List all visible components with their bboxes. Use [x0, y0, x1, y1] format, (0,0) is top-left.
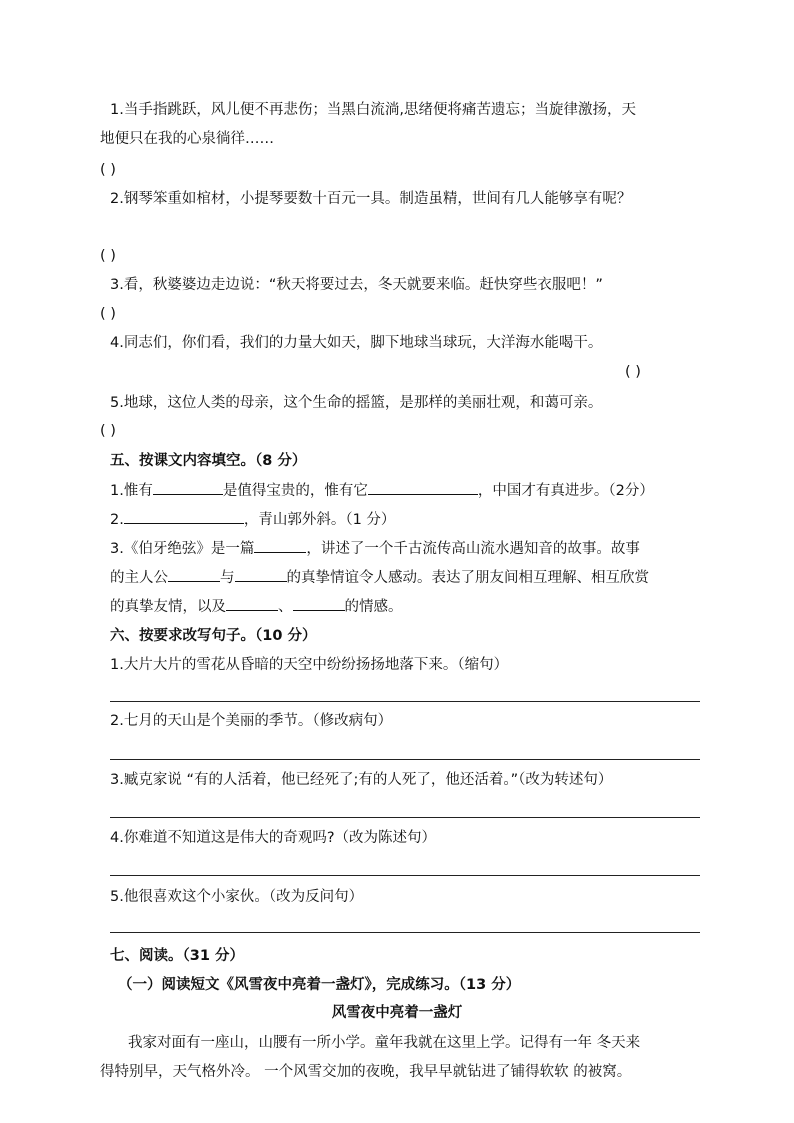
- q5-3-line2: [110, 567, 649, 588]
- passage-line-1: 我家对面有一座山，山腰有一所小学。童年我就在这里上学。记得有一年 冬天来: [128, 1035, 641, 1051]
- q5-3-text-g: 、: [278, 599, 293, 615]
- answer-paren-5[interactable]: ( ): [100, 423, 116, 439]
- q5-3-text-b: ，讲述了一个千古流传高山流水遇知音的故事。故事: [306, 541, 640, 557]
- q4-4: 4.同志们，你们看，我们的力量大如天，脚下地球当球玩，大洋海水能喝干。: [110, 335, 603, 351]
- q5-2-text-b: ，青山郭外斜。（1 分）: [243, 512, 396, 528]
- q5-3-text-f: 的真挚友情，以及: [110, 599, 226, 615]
- q5-2: [110, 509, 395, 530]
- q5-1-text-b: 是值得宝贵的，惟有它: [222, 483, 368, 499]
- section6-heading: 六、按要求改写句子。（10 分）: [110, 628, 317, 644]
- q5-3-text-c: 的主人公: [110, 570, 168, 586]
- answer-paren-3[interactable]: ( ): [100, 306, 116, 322]
- fill-blank[interactable]: [235, 567, 287, 582]
- q5-1-text-a: 1.惟有: [110, 483, 153, 499]
- q5-3-text-a: 3.《伯牙绝弦》是一篇: [110, 541, 255, 557]
- answer-line-1[interactable]: [110, 701, 700, 702]
- q4-1-line2: 地便只在我的心泉徜徉……: [100, 131, 274, 147]
- fill-blank[interactable]: [368, 480, 478, 495]
- q6-2: 2.七月的天山是个美丽的季节。（修改病句）: [110, 713, 393, 729]
- q6-5: 5.他很喜欢这个小家伙。（改为反问句）: [110, 889, 364, 905]
- q5-3-line3: [110, 596, 403, 617]
- fill-blank[interactable]: [153, 480, 223, 495]
- section5-heading: 五、按课文内容填空。（8 分）: [110, 453, 307, 469]
- q4-3: 3.看，秋婆婆边走边说：“秋天将要过去，冬天就要来临。赶快穿些衣服吧！”: [110, 277, 603, 293]
- q5-3-text-e: 的真挚情谊令人感动。表达了朋友间相互理解、相互欣赏: [286, 570, 649, 586]
- q5-3-line1: [110, 538, 640, 559]
- fill-blank[interactable]: [254, 538, 306, 553]
- passage-title: 风雪夜中亮着一盏灯: [331, 1005, 463, 1021]
- q4-1-line1: 1.当手指跳跃，风儿便不再悲伤；当黑白流淌,思绪便将痛苦遗忘；当旋律激扬，天: [110, 102, 636, 118]
- fill-blank[interactable]: [226, 596, 278, 611]
- q6-4: 4.你难道不知道这是伟大的奇观吗?（改为陈述句）: [110, 830, 437, 846]
- q4-2: 2.钢琴笨重如棺材，小提琴要数十百元一具。制造虽精，世间有几人能够享有呢？: [110, 191, 632, 207]
- answer-line-2[interactable]: [110, 759, 700, 760]
- fill-blank[interactable]: [293, 596, 345, 611]
- answer-paren-4[interactable]: ( ): [625, 364, 641, 380]
- q6-3: 3.臧克家说 “有的人活着，他已经死了;有的人死了，他还活着。”（改为转述句）: [110, 772, 613, 788]
- section7-heading: 七、阅读。（31 分）: [110, 948, 244, 964]
- answer-paren-2[interactable]: ( ): [100, 248, 116, 264]
- q6-1: 1.大片大片的雪花从昏暗的天空中纷纷扬扬地落下来。（缩句）: [110, 657, 509, 673]
- q5-3-text-h: 的情感。: [344, 599, 403, 615]
- fill-blank[interactable]: [168, 567, 220, 582]
- answer-line-5[interactable]: [110, 932, 700, 933]
- q5-1: [110, 480, 654, 501]
- q5-3-text-d: 与: [220, 570, 235, 586]
- q4-5: 5.地球，这位人类的母亲，这个生命的摇篮，是那样的美丽壮观，和蔼可亲。: [110, 395, 603, 411]
- answer-line-3[interactable]: [110, 817, 700, 818]
- answer-line-4[interactable]: [110, 875, 700, 876]
- fill-blank[interactable]: [124, 509, 244, 524]
- answer-paren-1[interactable]: ( ): [100, 162, 116, 178]
- q5-1-text-c: ，中国才有真进步。（2分）: [477, 483, 654, 499]
- reading-sub-heading: （一）阅读短文《风雪夜中亮着一盏灯》，完成练习。（13 分）: [118, 977, 521, 993]
- q5-2-text-a: 2.: [110, 512, 124, 528]
- passage-line-2: 得特别早，天气格外冷。 一个风雪交加的夜晚，我早早就钻进了铺得软软 的被窝。: [100, 1064, 632, 1080]
